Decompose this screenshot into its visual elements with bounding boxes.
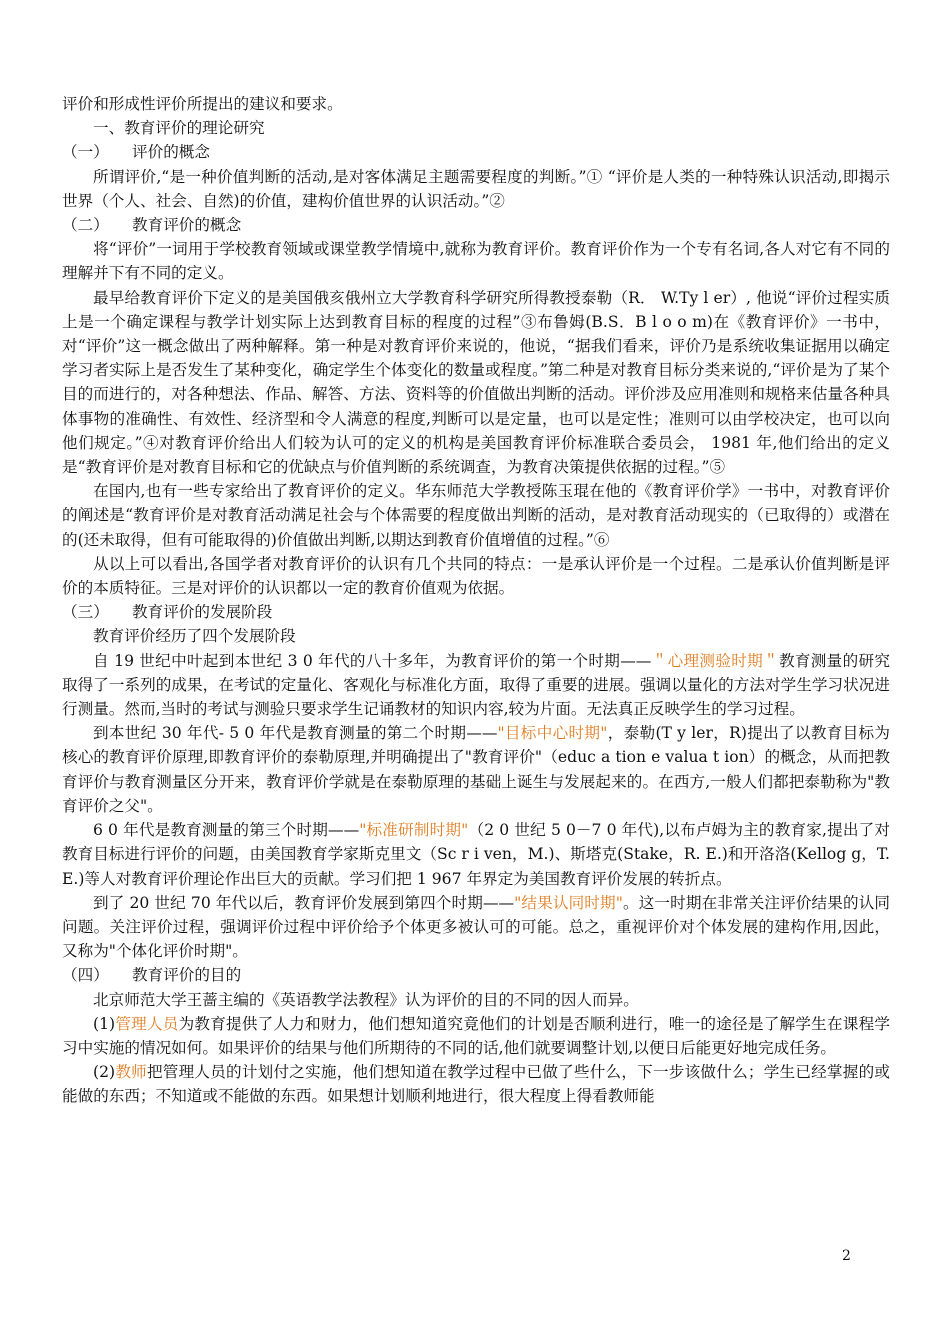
paragraph: [62, 891, 890, 964]
paragraph: 在国内,也有一些专家给出了教育评价的定义。华东师范大学教授陈玉琨在他的《教育评价学》一书中，对教育评价的阐述是“教育评价是对教育活动满足社会与个体需要的程度做出判断的活动，是对教育活动现实的（已取得的）或潜在的(还未取得，但有可能取得的)价值做出判断,以期达到教育价值增值的过程。”⑥: [62, 482, 890, 549]
section-number: （二）: [62, 216, 109, 235]
text-run: 。这一时期在非常关注评价结果的认同问题。关注评价过程，强调评价过程中评价给予个体更多被认可的可能。总之，重视评价对个体发展的建构作用,因此，又称为"个体化评价时期"。: [62, 893, 890, 961]
section-number: （一）: [62, 143, 109, 162]
section-heading-1: [62, 140, 890, 164]
text-run: 到本世纪 30 年代- 5 0 年代是教育测量的第二个时期——: [93, 724, 498, 743]
text-run: 自 19 世纪中叶起到本世纪 3 0 年代的八十多年，为教育评价的第一个时期——: [93, 651, 652, 670]
main-heading: 一、教育评价的理论研究: [93, 119, 265, 138]
section-heading-2: [62, 213, 890, 237]
section-title: 教育评价的概念: [132, 216, 242, 235]
highlighted-term: ＂心理测验时期＂: [651, 651, 779, 670]
list-number: (1): [93, 1014, 116, 1033]
section-number: （四）: [62, 966, 109, 985]
paragraph: [62, 721, 890, 818]
list-number: (2): [93, 1063, 116, 1082]
section-heading-3: [62, 600, 890, 624]
paragraph: 最早给教育评价下定义的是美国俄亥俄州立大学教育科学研究所得教授泰勒（R． W.Ty l er）, 他说“评价过程实质上是一个确定课程与教学计划实际上达到教育目标的程度的过程”③布鲁姆(B.S．B l o o m)在《教育评价》一书中，对“评价”这一概念做出了两种解释。第一种是对教育评价来说的，他说，“据我们看来，评价乃是系统收集证据用以确定学习者实际上是否发生了某种变化，确定学生个体变化的数量或程度。”第二种是对教育目标分类来说的,“评价是为了某个目的而进行的，对各种想法、作品、解答、方法、资料等的价值做出判断的活动。评价涉及应用准则和规格来估量各种具体事物的准确性、有效性、经济型和令人满意的程度,判断可以是定量，也可以是定性；准则可以由学校决定，也可以向他们规定。”④对教育评价给出人们较为认可的定义的机构是美国教育评价标准联合委员会， 1981 年,他们给出的定义是“教育评价是对教育目标和它的优缺点与价值判断的系统调查，为教育决策提供依据的过程。”⑤: [62, 288, 890, 477]
text-run: 6 0 年代是教育测量的第三个时期——: [93, 821, 360, 840]
page-number: 2: [842, 1248, 851, 1264]
text-run: 为教育提供了人力和财力，他们想知道究竟他们的计划是否顺利进行，唯一的途径是了解学生在课程学习中实施的情况如何。如果评价的结果与他们所期待的不同的话,他们就要调整计划,以便日后能更好地完成任务。: [62, 1014, 890, 1057]
paragraph: 教育评价经历了四个发展阶段: [93, 627, 296, 646]
section-title: 评价的概念: [132, 143, 210, 162]
highlighted-term: 管理人员: [115, 1014, 179, 1033]
paragraph-continuation: 评价和形成性评价所提出的建议和要求。: [62, 95, 343, 113]
text-run: 教育测量的研究取得了一系列的成果，在考试的定量化、客观化与标准化方面，取得了重要的进展。强调以量化的方法对学生学习状况进行测量。然而,当时的考试与测验只要求学生记诵教材的知识内容,较为片面。无法真正反映学生的学习过程。: [62, 651, 890, 719]
highlighted-term: "目标中心时期": [497, 724, 608, 743]
section-number: （三）: [62, 603, 109, 622]
paragraph: 从以上可以看出,各国学者对教育评价的认识有几个共同的特点：一是承认评价是一个过程。二是承认价值判断是评价的本质特征。三是对评价的认识都以一定的教育价值观为依据。: [62, 554, 890, 598]
paragraph: [62, 1012, 890, 1060]
paragraph: [62, 649, 890, 722]
paragraph: 所谓评价,“是一种价值判断的活动,是对客体满足主题需要程度的判断。”① “评价是人类的一种特殊认识活动,即揭示世界（个人、社会、自然)的价值，建构价值世界的认识活动。”②: [62, 167, 890, 210]
paragraph: [62, 1060, 890, 1108]
highlighted-term: "标准研制时期": [359, 821, 469, 840]
text-run: （2 0 世纪 5 0－7 0 年代),以布卢姆为主的教育家,提出了对教育目标进行评价的问题，由美国教育学家斯克里文（Sc r i ven，M.)、斯塔克(Stake，R. E.)和开洛洛(Kellog g，T. E.)等人对教育评价理论作出巨大的贡献。学习们把 1 967 年界定为美国教育评价发展的转折点。: [62, 821, 890, 888]
text-run: ，泰勒(T y ler，R)提出了以教育目标为核心的教育评价原理,即教育评价的泰勒原理,并明确提出了"教育评价"（educ a tion e valua t ion）的概念，从而把教育评价与教育测量区分开来，教育评价学就是在泰勒原理的基础上诞生与发展起来的。在西方,一般人们都把泰勒称为"教育评价之父"。: [62, 724, 890, 815]
highlighted-term: "结果认同时期": [514, 893, 623, 912]
section-title: 教育评价的目的: [132, 966, 242, 985]
section-heading-4: [62, 963, 890, 987]
paragraph: 北京师范大学王蔷主编的《英语教学法教程》认为评价的目的不同的因人而异。: [93, 990, 639, 1009]
highlighted-term: 教师: [115, 1063, 147, 1082]
document-body: [62, 92, 890, 1109]
paragraph: [62, 818, 890, 891]
text-run: 把管理人员的计划付之实施，他们想知道在教学过程中已做了些什么，下一步该做什么；学生已经掌握的或能做的东西；不知道或不能做的东西。如果想计划顺利地进行，很大程度上得看教师能: [62, 1063, 890, 1106]
paragraph: 将“评价”一词用于学校教育领域或课堂教学情境中,就称为教育评价。教育评价作为一个专有名词,各人对它有不同的理解并下有不同的定义。: [62, 240, 890, 283]
text-run: 到了 20 世纪 70 年代以后，教育评价发展到第四个时期——: [93, 893, 515, 912]
section-title: 教育评价的发展阶段: [132, 603, 273, 622]
